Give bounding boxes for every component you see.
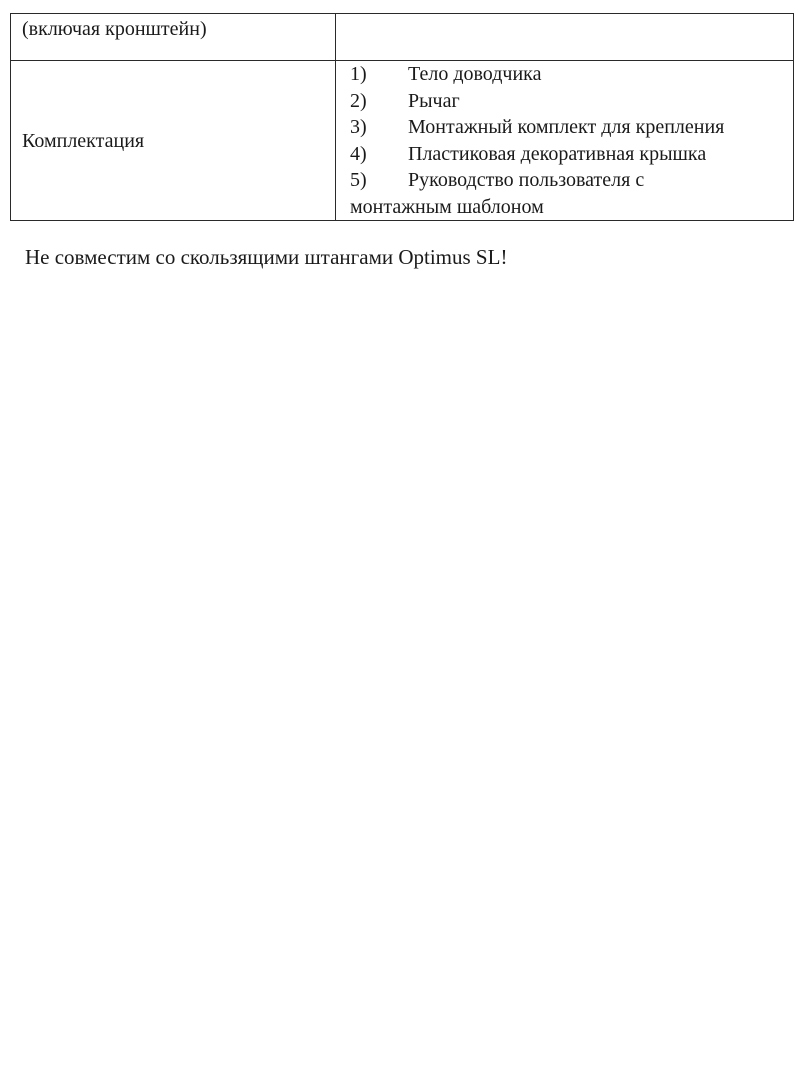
list-item-text: Тело доводчика (408, 63, 542, 85)
table-cell (336, 14, 794, 61)
list-item-number: 3) (350, 116, 367, 138)
kit-list (350, 61, 793, 194)
list-item (350, 88, 793, 115)
list-item (350, 167, 793, 194)
list-item (350, 141, 793, 168)
list-item-number: 5) (350, 169, 367, 191)
table-row (11, 61, 794, 221)
list-item (350, 61, 793, 88)
list-item-continuation: монтажным шаблоном (350, 195, 544, 218)
table-row (11, 14, 794, 61)
list-item-text: Монтажный комплект для крепления (408, 116, 725, 138)
list-item-text: Руководство пользователя с (408, 169, 645, 191)
list-item-number: 2) (350, 89, 367, 112)
list-item-number: 4) (350, 142, 367, 165)
list-item-number: 1) (350, 63, 367, 85)
list-item (350, 114, 793, 141)
compatibility-note: Не совместим со скользящими штангами Optimus SL! (25, 245, 508, 269)
list-item-text: Рычаг (408, 89, 460, 112)
list-item-text: Пластиковая декоративная крышка (408, 142, 707, 165)
table-cell: (включая кронштейн) (11, 14, 336, 61)
kit-label-cell: Комплектация (11, 61, 336, 221)
kit-items-cell (336, 61, 794, 221)
spec-table (10, 13, 794, 221)
